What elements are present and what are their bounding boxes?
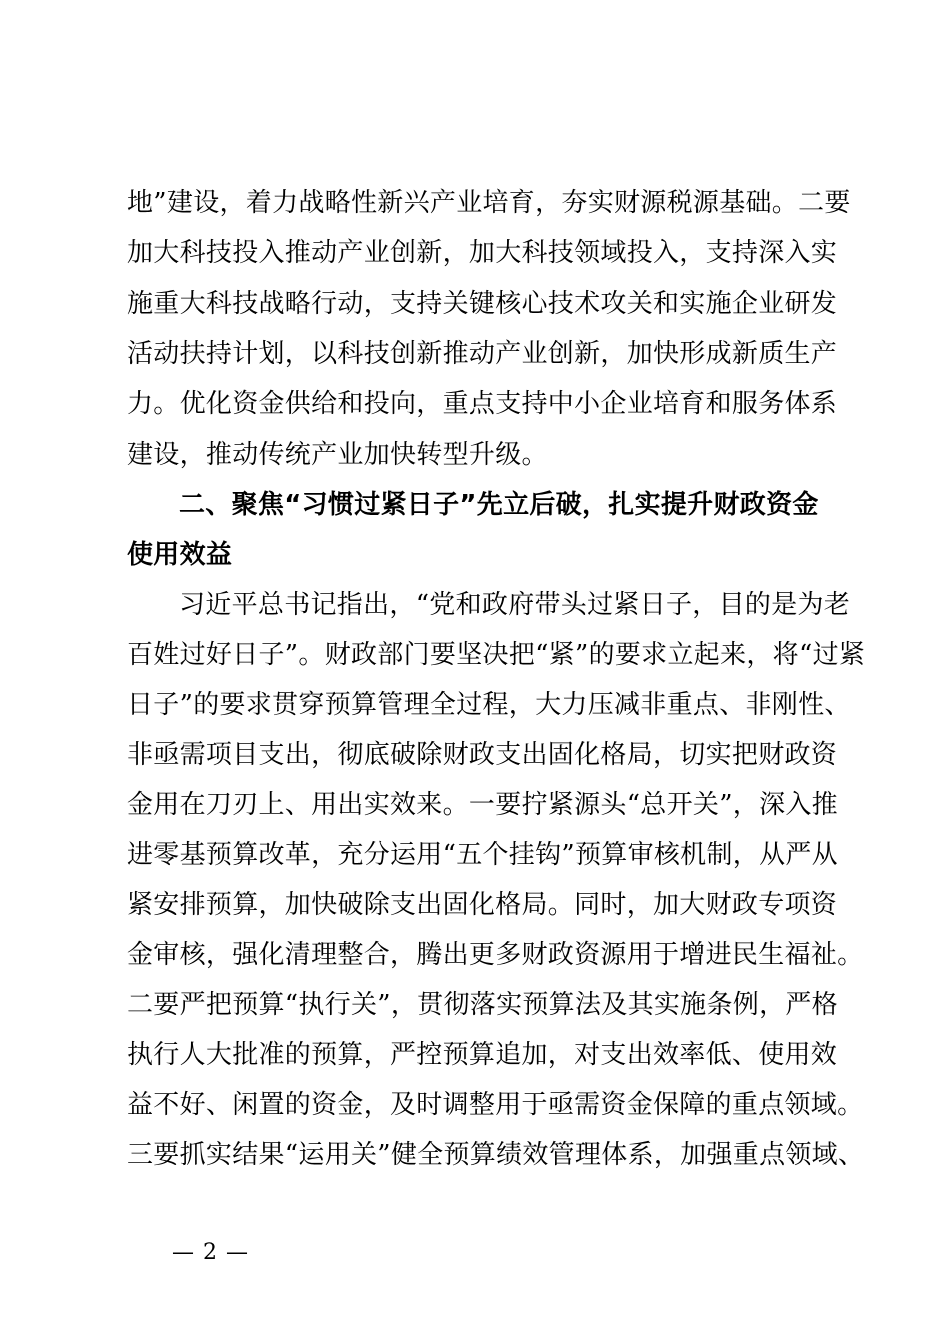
body-text-line: 益不好、闲置的资金，及时调整用于亟需资金保障的重点领域。 bbox=[127, 1090, 864, 1120]
body-text-line: 力。优化资金供给和投向，重点支持中小企业培育和服务体系 bbox=[127, 389, 838, 419]
body-text-line: 金用在刀刃上、用出实效来。一要拧紧源头“总开关”，深入推 bbox=[127, 790, 838, 820]
body-text-line: 日子”的要求贯穿预算管理全过程，大力压减非重点、非刚性、 bbox=[127, 690, 851, 720]
body-text-line: 金审核，强化清理整合，腾出更多财政资源用于增进民生福祉。 bbox=[127, 940, 864, 970]
body-text-line: 加大科技投入推动产业创新，加大科技领域投入，支持深入实 bbox=[127, 238, 838, 268]
body-text-line: 二要严把预算“执行关”，贯彻落实预算法及其实施条例，严格 bbox=[127, 990, 838, 1020]
body-text-line: 紧安排预算，加快破除支出固化格局。同时，加大财政专项资 bbox=[127, 890, 838, 920]
body-text-line: 施重大科技战略行动，支持关键核心技术攻关和实施企业研发 bbox=[127, 289, 838, 319]
body-text-line: 进零基预算改革，充分运用“五个挂钩”预算审核机制，从严从 bbox=[127, 840, 838, 870]
body-text-line: 百姓过好日子”。财政部门要坚决把“紧”的要求立起来，将“过紧 bbox=[127, 640, 866, 670]
section-heading: 二、聚焦“习惯过紧日子”先立后破，扎实提升财政资金 bbox=[179, 490, 819, 520]
body-text-line: 执行人大批准的预算，严控预算追加，对支出效率低、使用效 bbox=[127, 1040, 838, 1070]
section-heading-continued: 使用效益 bbox=[127, 540, 233, 570]
body-text-line: 活动扶持计划，以科技创新推动产业创新，加快形成新质生产 bbox=[127, 339, 838, 369]
body-text-line: 建设，推动传统产业加快转型升级。 bbox=[127, 440, 548, 470]
body-text-line: 三要抓实结果“运用关”健全预算绩效管理体系，加强重点领域、 bbox=[127, 1140, 865, 1170]
body-text-line: 地”建设，着力战略性新兴产业培育，夯实财源税源基础。二要 bbox=[127, 188, 851, 218]
body-text-line: 非亟需项目支出，彻底破除财政支出固化格局，切实把财政资 bbox=[127, 740, 838, 770]
body-text-line: 习近平总书记指出，“党和政府带头过紧日子，目的是为老 bbox=[179, 590, 851, 620]
page-number: — 2 — bbox=[172, 1240, 249, 1265]
